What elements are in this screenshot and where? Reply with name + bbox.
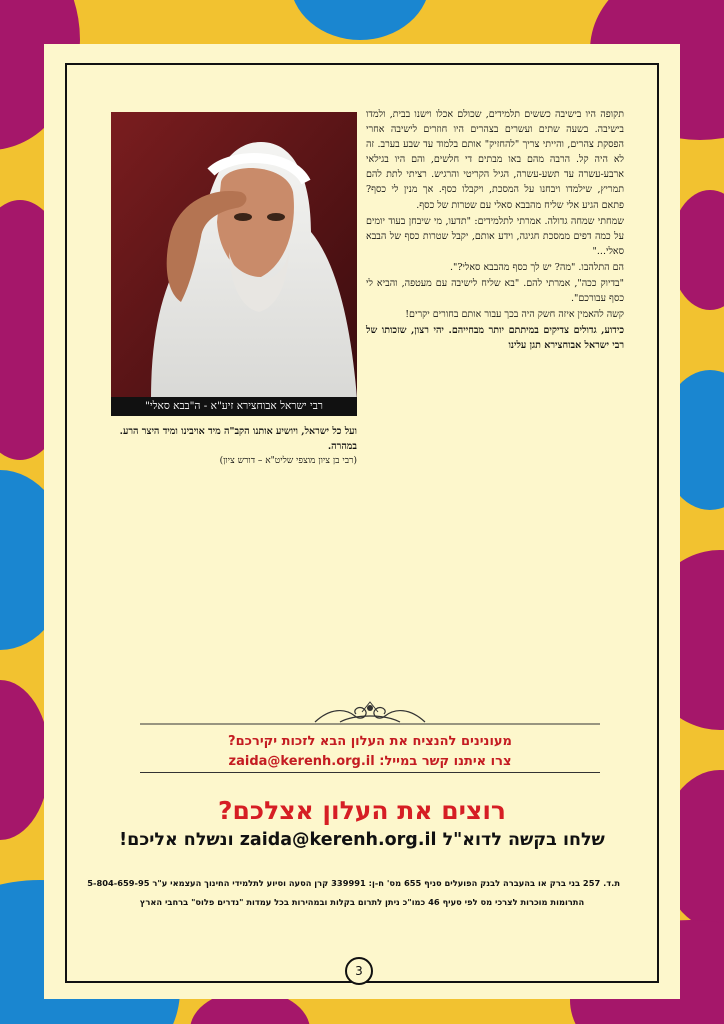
article-paragraph: שמחתי שמחה גדולה. אמרתי לתלמידים: "תדעו, מי שיבחן בעוד יומים על כמה דפים ממסכת חגיגה, וידע אותם, יקבל שטרות כסף של הבבא סאלי..." bbox=[366, 215, 624, 257]
article-paragraph: תקופה היו בישיבה כששים תלמידים, שכולם אכלו וישנו בבית, ולמדו בישיבה. בשעה שתים ועשרים בצהרים היו חוזרים לישיבה אחרי הפסקת צהרים, והייתי צריך "להחזיק" אותם בלמוד עד שבע בערב. זה לא היה קל. הרבה מהם באו מבתים די חלשים, והם היו בגילאי ארבע-עשרה עד תשע-עשרה, הגיל הקריטי והרגיש. רציתי לתת להם תמריץ, שילמדו ויבחנו על המסכת, ויקבלו כסף. אך מנין לי כסף? פתאם הגיע אלי שליח מהבבא סאלי עם שטרות של כסף. bbox=[366, 109, 624, 211]
ornament-divider bbox=[140, 700, 600, 730]
photo-caption: רבי ישראל אבוחצירא זיע"א - ה"בבא סאלי" bbox=[111, 397, 357, 416]
appeal-contact: צרו איתנו קשר במייל: zaida@kerenh.org.il bbox=[228, 754, 512, 769]
rabbi-portrait bbox=[111, 112, 357, 416]
article-paragraph: קשה להאמין איזה חשק היה בכך עבור אותם בחורים יקרים! bbox=[405, 309, 624, 321]
subscribe-instruction: שלחו בקשה לדוא"ל zaida@kerenh.org.il ונשלח אליכם! bbox=[119, 830, 605, 850]
newsletter-page bbox=[44, 44, 680, 999]
donation-info: ת.ד. 257 בני ברק או בהעברה לבנק הפועלים סניף 655 מס' ח-ן: 339991 קרן הסעה וסיוע לתלמידי החינוך העצמאי ע"ר 5-804-659-95 bbox=[87, 878, 620, 888]
portrait-illustration bbox=[111, 112, 357, 399]
appeal-question: מעונינים להנציח את העלון הבא לזכות יקירכם? bbox=[228, 734, 512, 749]
appeal-divider bbox=[140, 772, 600, 773]
blessing-source: (רבי בן ציון מוצפי שליט"א – דורש ציון) bbox=[219, 456, 357, 466]
dedication-appeal bbox=[140, 732, 600, 772]
subscribe-headline: רוצים את העלון אצלכם? bbox=[218, 796, 506, 825]
article-closing: כידוע, גדולים צדיקים במיתתם יותר מבחייהם. יהי רצון, שזכותו של רבי ישראל אבוחצירא תגן עלינו bbox=[366, 325, 624, 352]
page-number: 3 bbox=[345, 957, 373, 985]
blessing-block bbox=[111, 424, 357, 469]
blessing-text: ועל כל ישראל, ויושיע אותנו הקב"ה מיד אויבינו ומיד היצר הרע. במהרה. bbox=[119, 426, 357, 452]
article-paragraph: הם התלהבו. "מה? יש לך כסף מהבבא סאלי?". bbox=[449, 261, 624, 273]
tax-note: התרומות מוכרות לצרכי מס לפי סעיף 46 כמו"כ ניתן לתרום בקלות ובמהירות בכל עמדות "נדרים פלוס" ברחבי הארץ bbox=[139, 897, 585, 907]
article-body bbox=[366, 107, 624, 355]
article-paragraph: "בדיוק ככה", אמרתי להם. "בא שליח לישיבה עם מעטפה, והביא לי כסף עבורכם". bbox=[366, 278, 624, 305]
